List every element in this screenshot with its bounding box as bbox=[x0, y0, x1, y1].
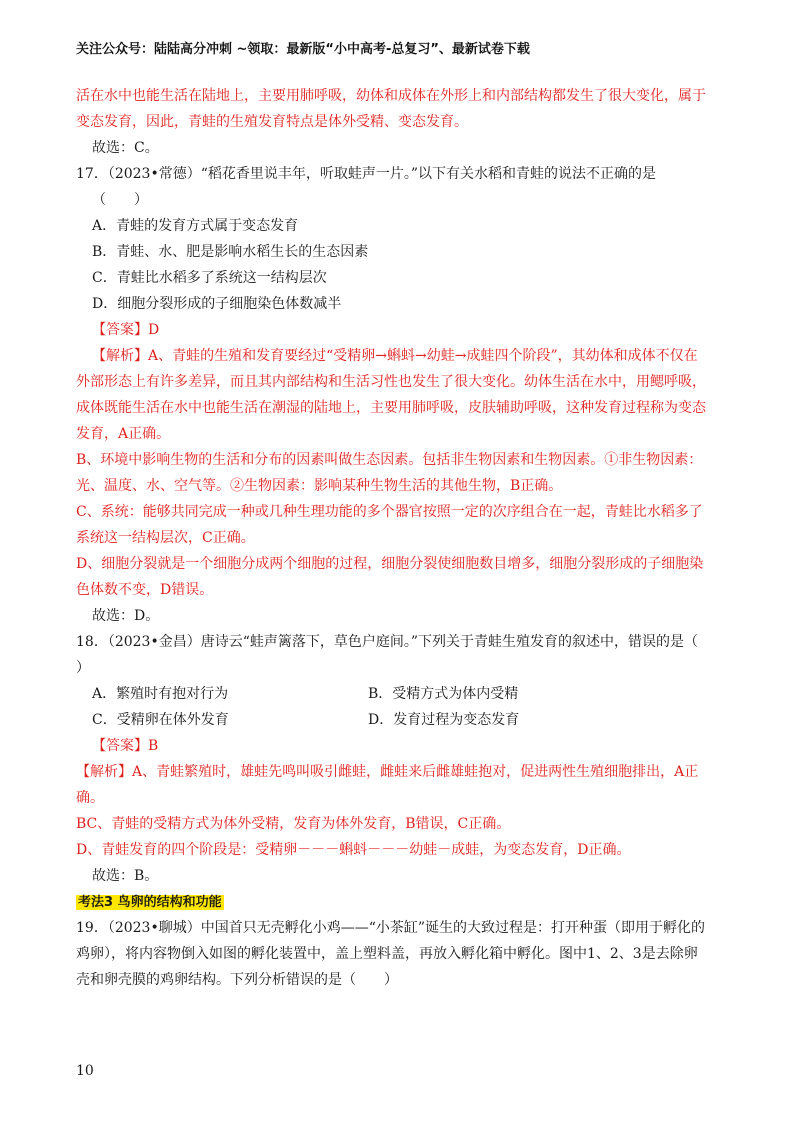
section-title: 考法3 鸟卵的结构和功能 bbox=[78, 895, 222, 910]
q17-analysis-line: B、环境中影响生物的生活和分布的因素叫做生态因素。包括非生物因素和生物因素。①非生物因素： bbox=[76, 452, 703, 468]
q18-answer: 【答案】B bbox=[92, 738, 159, 754]
q17-paren: （ ） bbox=[92, 192, 148, 208]
q17-analysis-line: 【解析】A、青蛙的生殖和发育要经过“受精卵→蝌蚪→幼蛙→成蛙四个阶段”，其幼体和成体不仅在 bbox=[92, 348, 698, 364]
q17-option-b: B．青蛙、水、肥是影响水稻生长的生态因素 bbox=[92, 244, 369, 260]
q17-option-c: C．青蛙比水稻多了系统这一结构层次 bbox=[92, 270, 327, 286]
q18-choice: 故选：B。 bbox=[92, 868, 159, 884]
q18-analysis-line: 【解析】A、青蛙繁殖时，雄蛙先鸣叫吸引雌蛙，雌蛙来后雌雄蛙抱对，促进两性生殖细胞排出，A正 bbox=[76, 764, 699, 780]
q18-option-a: A．繁殖时有抱对行为 bbox=[92, 686, 229, 702]
q17-analysis-line: 光、温度、水、空气等。②生物因素：影响某种生物生活的其他生物，B正确。 bbox=[76, 478, 563, 494]
page-header: 关注公众号：陆陆高分冲刺 ~领取：最新版“小中高考-总复习”、最新试卷下载 bbox=[76, 42, 530, 57]
q17-analysis-line: 系统这一结构层次，C正确。 bbox=[76, 530, 255, 546]
q17-analysis-line: D、细胞分裂就是一个细胞分成两个细胞的过程，细胞分裂使细胞数目增多，细胞分裂形成的子细胞染 bbox=[76, 556, 704, 572]
q18-analysis-line: D、青蛙发育的四个阶段是：受精卵－－－蝌蚪－－－幼蛙－成蛙，为变态发育，D正确。 bbox=[76, 842, 631, 858]
q19-stem-line: 鸡卵），将内容物倒入如图的孵化装置中，盖上塑料盖，再放入孵化箱中孵化。图中1、2、3是去除卵 bbox=[76, 946, 698, 962]
q18-option-b: B．受精方式为体内受精 bbox=[368, 686, 519, 702]
q19-stem-line: 19．（2023•聊城）中国首只无壳孵化小鸡——“小茶缸”诞生的大致过程是：打开种蛋（即用于孵化的 bbox=[76, 920, 706, 936]
q18-stem-end: ） bbox=[76, 660, 90, 676]
q18-option-c: C．受精卵在体外发育 bbox=[92, 712, 229, 728]
q17-stem: 17．（2023•常德）“稻花香里说丰年，听取蛙声一片。”以下有关水稻和青蛙的说法不正确的是 bbox=[76, 166, 657, 182]
q18-stem: 18．（2023•金昌）唐诗云“蛙声篱落下，草色户庭间。”下列关于青蛙生殖发育的叙述中，错误的是（ bbox=[76, 634, 699, 650]
prev-analysis-line: 活在水中也能生活在陆地上，主要用肺呼吸，幼体和成体在外形上和内部结构都发生了很大变化，属于 bbox=[76, 88, 706, 104]
q17-analysis-line: C、系统：能够共同完成一种或几种生理功能的多个器官按照一定的次序组合在一起，青蛙比水稻多了 bbox=[76, 504, 703, 520]
prev-choice: 故选：C。 bbox=[92, 140, 159, 156]
section-heading bbox=[76, 892, 224, 913]
q18-analysis-line: BC、青蛙的受精方式为体外受精，发育为体外发育，B错误，C正确。 bbox=[76, 816, 511, 832]
q17-analysis-line: 色体数不变，D错误。 bbox=[76, 582, 214, 598]
q18-analysis-line: 确。 bbox=[76, 790, 104, 806]
q19-stem-line: 壳和卵壳膜的鸡卵结构。下列分析错误的是（ ） bbox=[76, 972, 398, 988]
q17-analysis-line: 外部形态上有许多差异，而且其内部结构和生活习性也发生了很大变化。幼体生活在水中，用鳃呼吸， bbox=[76, 374, 706, 390]
q18-option-d: D．发育过程为变态发育 bbox=[368, 712, 520, 728]
q17-choice: 故选：D。 bbox=[92, 608, 160, 624]
q17-answer: 【答案】D bbox=[92, 322, 160, 338]
q17-option-a: A．青蛙的发育方式属于变态发育 bbox=[92, 218, 299, 234]
q17-analysis-line: 成体既能生活在水中也能生活在潮湿的陆地上，主要用肺呼吸，皮肤辅助呼吸，这种发育过程称为变态 bbox=[76, 400, 706, 416]
q17-option-d: D．细胞分裂形成的子细胞染色体数减半 bbox=[92, 296, 342, 312]
prev-analysis-line: 变态发育，因此，青蛙的生殖发育特点是体外受精、变态发育。 bbox=[76, 114, 468, 130]
page-number: 10 bbox=[76, 1063, 94, 1079]
q17-analysis-line: 发育，A正确。 bbox=[76, 426, 171, 442]
